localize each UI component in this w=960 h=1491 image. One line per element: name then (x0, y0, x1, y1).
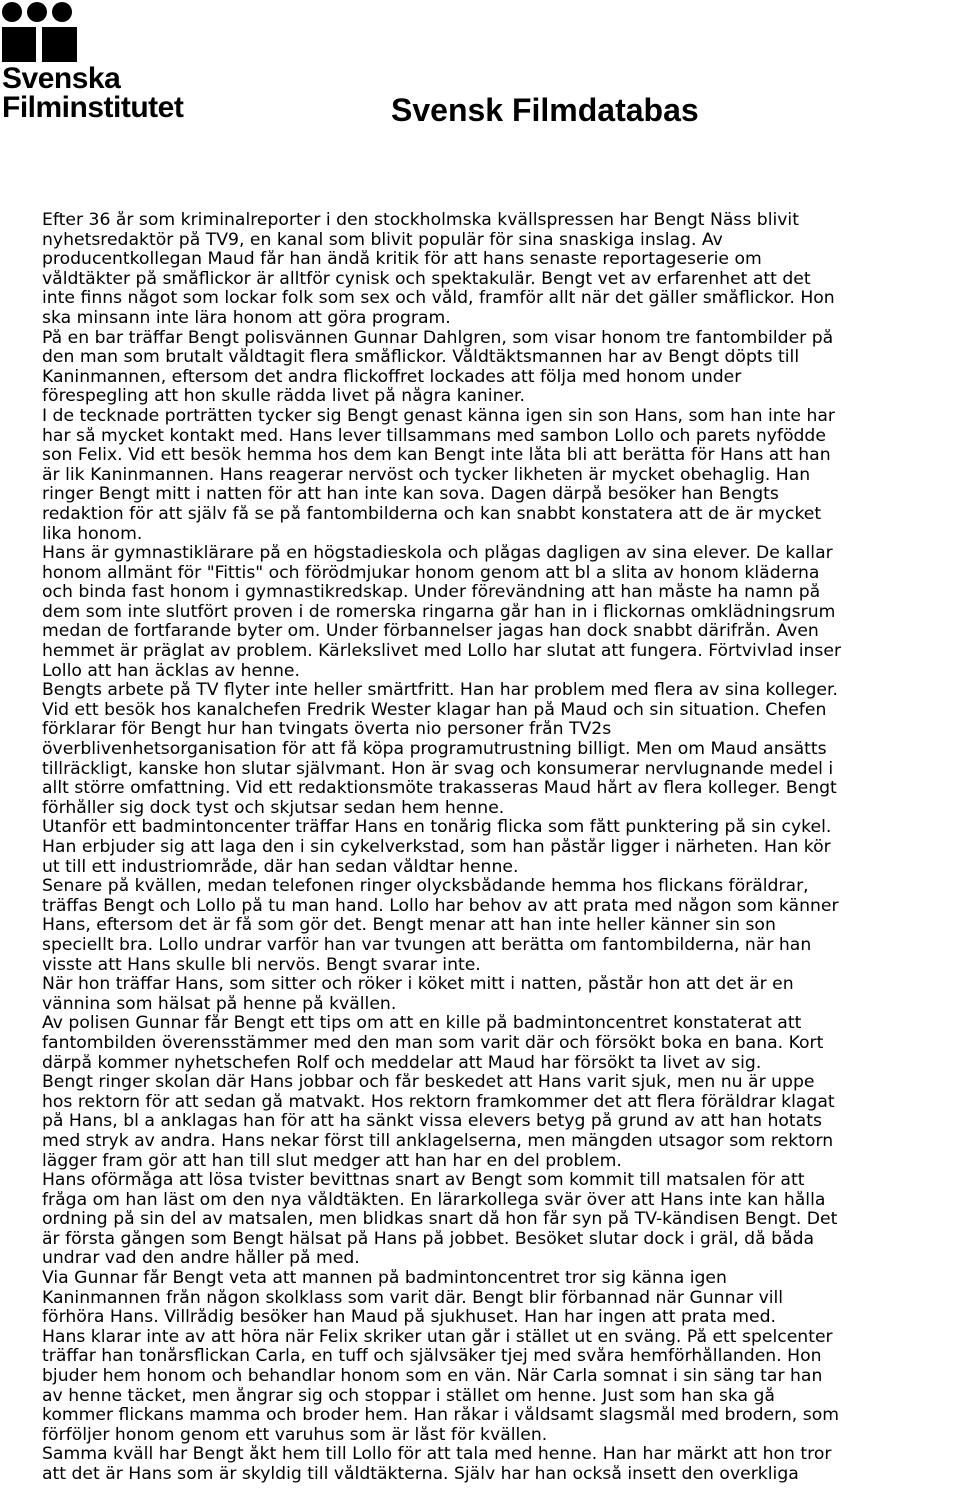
logo-dot (2, 2, 22, 22)
text-line: Kaninmannen, eftersom det andra flickoffret lockades att följa med honom under (42, 367, 742, 387)
text-line: Han erbjuder sig att laga den i sin cykelverkstad, som han påstår ligger i närheten. Han kör (42, 838, 831, 857)
text-line: hos rektorn för att sedan gå matvakt. Hos rektorn framkommer det att flera föräldrar klagat (42, 1092, 835, 1112)
text-line: bjuder hem honom och behandlar honom som en vän. När Carla somnat i sin säng tar han (42, 1367, 823, 1387)
text-line: tillräckligt, kanske hon slutar självmant. Hon är svag och konsumerar nervlugnande medel i (42, 759, 834, 779)
logo-mark (2, 2, 77, 64)
text-line: allt större omfattning. Vid ett redaktionsmöte trakasseras Maud hårt av flera kolleger. Bengt (42, 779, 837, 799)
text-line: och binda fast honom i gymnastikredskap. Under förevändning att han måste ha namn på (42, 583, 821, 603)
text-line: fantombilden överensstämmer med den man som varit där och försökt boka en bana. Kort (42, 1033, 824, 1053)
text-line: producentkollegan Maud får han ändå kritik för att hans senaste reportageserie om (42, 250, 762, 270)
text-line: förhåller sig dock tyst och skjutsar sedan hem henne. (42, 798, 505, 818)
text-line: på Hans, bl a anklagas han för att ha sänkt vissa elevers betyg på grund av att han hotats (42, 1112, 822, 1132)
text-line: dem som inte slutfört proven i de romerska ringarna går han in i flickornas omklädningsrum (42, 602, 836, 622)
text-line: fråga om han läst om den nya våldtäkten. En lärarkollega svär över att Hans inte kan hålla (42, 1190, 826, 1210)
text-line: därpå kommer nyhetschefen Rolf och meddelar att Maud har försökt ta livet av sig. (42, 1053, 762, 1073)
text-line: av henne täcket, men ångrar sig och stoppar i stället om henne. Just som han ska gå (42, 1386, 775, 1406)
text-line: Kaninmannen från någon skolklass som varit där. Bengt blir förbannad när Gunnar vill (42, 1288, 784, 1308)
text-line: förklarar för Bengt hur han tvingats överta nio personer från TV2s (42, 720, 612, 740)
text-line: Hans, eftersom det är få som gör det. Bengt menar att han inte heller känner sin son (42, 916, 776, 936)
text-line: är första gången som Bengt hälsat på Hans på jobbet. Besöket slutar dock i gräl, då båda (42, 1229, 815, 1249)
synopsis-text (42, 211, 960, 1485)
text-line: Utanför ett badmintoncenter träffar Hans en tonårig flicka som fått punktering på sin cykel. (42, 818, 832, 838)
text-line: Samma kväll har Bengt åkt hem till Lollo för att tala med henne. Han har märkt att hon tror (42, 1445, 832, 1465)
text-line: Senare på kvällen, medan telefonen ringer olycksbådande hemma hos flickans föräldrar, (42, 877, 809, 897)
text-line: Via Gunnar får Bengt veta att mannen på badmintoncentret tror sig känna igen (42, 1269, 727, 1289)
logo-dot (52, 2, 72, 22)
text-line: ut till ett industriområde, där han sedan våldtar henne. (42, 857, 519, 877)
text-line: med stryk av andra. Hans nekar först till anklagelserna, men mängden utsagor som rektorn (42, 1131, 834, 1151)
text-line: förespegling att hon skulle rädda livet på några kaniner. (42, 387, 526, 407)
text-line: Bengts arbete på TV flyter inte heller smärtfritt. Han har problem med flera av sina kolleger. (42, 681, 838, 701)
text-line: är lik Kaninmannen. Hans reagerar nervöst och tycker likheten är mycket obehaglig. Han (42, 465, 811, 485)
text-line: förföljer honom genom ett varuhus som är låst för kvällen. (42, 1425, 548, 1445)
text-line: På en bar träffar Bengt polisvännen Gunnar Dahlgren, som visar honom tre fantombilder på (42, 328, 834, 348)
text-line: ska minsann inte lära honom att göra program. (42, 308, 451, 328)
text-line: Hans oförmåga att lösa tvister bevittnas snart av Bengt som kommit till matsalen för att (42, 1171, 805, 1191)
text-line: hemmet är präglat av problem. Kärlekslivet med Lollo har slutat att fungera. Förtvivlad inser (42, 642, 842, 662)
text-line: att det är Hans som är skyldig till våldtäkterna. Själv har han också insett den overkliga (42, 1465, 799, 1484)
text-line: Av polisen Gunnar får Bengt ett tips om att en kille på badmintoncentret konstaterat att (42, 1014, 802, 1034)
svenska-filminstitutet-logo (2, 2, 202, 127)
text-line: kommer flickans mamma och broder hem. Han råkar i våldsamt slagsmål med brodern, som (42, 1406, 839, 1426)
text-line: Hans är gymnastiklärare på en högstadieskola och plågas dagligen av sina elever. De kallar (42, 544, 833, 564)
page-title: Svensk Filmdatabas (391, 92, 699, 128)
text-line: lägger fram gör att han till slut medger att han har en del problem. (42, 1151, 622, 1171)
text-line: träffar han tonårsflickan Carla, en tuff och självsäker tjej med svåra hemförhållanden. Hon (42, 1347, 822, 1367)
text-line: vännina som hälsat på henne på kvällen. (42, 994, 397, 1014)
text-line: träffas Bengt och Lollo på tu man hand. Lollo har behov av att prata med någon som känner (42, 896, 839, 916)
logo-word-filminstitutet: Filminstitutet (2, 91, 184, 124)
text-line: den man som brutalt våldtagit flera småflickor. Våldtäktsmannen har av Bengt döpts till (42, 348, 800, 368)
text-line: undrar vad den andre håller på med. (42, 1249, 360, 1269)
text-line: ordning på sin del av matsalen, men blidkas snart då hon får syn på TV-kändisen Bengt. Det (42, 1210, 838, 1230)
text-line: lika honom. (42, 524, 143, 544)
page-header (0, 0, 960, 160)
text-line: inte finns något som lockar folk som sex och våld, framför allt när det gäller småflickor. Hon (42, 289, 835, 309)
text-line: Lollo att han äcklas av henne. (42, 661, 300, 681)
text-line: I de tecknade porträtten tycker sig Bengt genast känna igen sin son Hans, som han inte har (42, 406, 835, 426)
text-line: redaktion för att själv få se på fantombilderna och kan snabbt konstatera att de är mycket (42, 504, 822, 524)
text-line: När hon träffar Hans, som sitter och röker i köket mitt i natten, påstår hon att det är en (42, 975, 794, 995)
text-line: förhöra Hans. Villrådig besöker han Maud på sjukhuset. Han har ingen att prata med. (42, 1308, 777, 1328)
text-line: Vid ett besök hos kanalchefen Fredrik Wester klagar han på Maud och sin situation. Chefen (42, 700, 827, 720)
text-line: Hans klarar inte av att höra när Felix skriker utan går i stället ut en sväng. På ett spelcenter (42, 1327, 833, 1347)
text-line: nyhetsredaktör på TV9, en kanal som blivit populär för sina snaskiga inslag. Av (42, 230, 723, 250)
text-line: honom allmänt för "Fittis" och förödmjukar honom genom att bl a slita av honom kläderna (42, 563, 820, 583)
text-line: medan de fortfarande byter om. Under förbannelser jagas han dock snabbt därifrån. Även (42, 622, 819, 642)
logo-dot (27, 2, 47, 22)
text-line: våldtäkter på småflickor är alltför cynisk och spektakulär. Bengt vet av erfarenhet att det (42, 269, 811, 289)
logo-block (2, 27, 36, 62)
text-line: överblivenhetsorganisation för att få köpa programutrustning billigt. Men om Maud ansätts (42, 740, 827, 760)
logo-word-svenska: Svenska (2, 62, 121, 95)
logo-block (42, 27, 77, 62)
text-line: Efter 36 år som kriminalreporter i den stockholmska kvällspressen har Bengt Näss blivit (42, 211, 799, 230)
text-line: har så mycket kontakt med. Hans lever tillsammans med sambon Lollo och parets nyfödde (42, 426, 826, 446)
text-line: ringer Bengt mitt i natten för att han inte kan sova. Dagen därpå besöker han Bengts (42, 485, 779, 505)
text-line: Bengt ringer skolan där Hans jobbar och får beskedet att Hans varit sjuk, men nu är uppe (42, 1073, 815, 1093)
text-line: visste att Hans skulle bli nervös. Bengt svarar inte. (42, 955, 481, 975)
text-line: speciellt bra. Lollo undrar varför han var tvungen att berätta om fantombilderna, när han (42, 935, 812, 955)
text-line: son Felix. Vid ett besök hemma hos dem kan Bengt inte låta bli att berätta för Hans att han (42, 446, 831, 466)
